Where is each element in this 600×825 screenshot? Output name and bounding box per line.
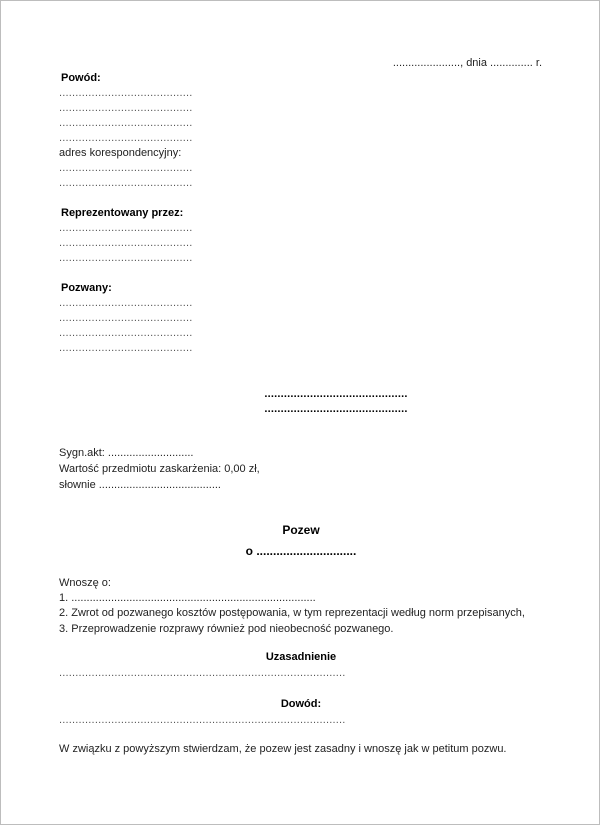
petition-item: 3. Przeprowadzenie rozprawy również pod nieobecność pozwanego. [59,622,394,635]
justification-heading: Uzasadnienie [265,651,337,663]
parties-section [59,71,193,356]
closing-statement: W związku z powyższym stwierdzam, że pozew jest zasadny i wnoszę jak w petitum pozwu. [59,743,507,755]
document-subject-line: o .............................. [245,544,357,558]
plaintiff-label: Powód: [61,72,101,84]
defendant-fill-line: ......................................... [59,342,193,354]
evidence-heading: Dowód: [280,698,322,710]
representative-label: Reprezentowany przez: [61,207,184,219]
correspondence-address-label: adres korespondencyjny: [59,147,182,159]
representative-fill-line: ......................................... [59,237,193,249]
signature-fill-line: ............................................ [264,403,408,415]
defendant-fill-line: ......................................... [59,297,193,309]
plaintiff-fill-line: ......................................... [59,132,193,144]
title-section [1,520,600,562]
petition-item: 1. ................................................................................ [59,592,316,605]
claim-value-in-words-line: słownie ........................................ [59,479,221,491]
signature-fill-line: ............................................ [264,388,408,400]
defendant-fill-line: ......................................... [59,327,193,339]
address-fill-line: ......................................... [59,162,193,174]
plaintiff-fill-line: ......................................... [59,102,193,114]
case-info-section [59,445,260,493]
justification-fill-line: ........................................................................................ [59,667,346,679]
case-number-line: Sygn.akt: ............................ [59,447,194,459]
petition-section [59,576,599,637]
signature-section [71,387,600,417]
evidence-fill-line: ........................................................................................ [59,714,346,726]
defendant-label: Pozwany: [61,282,112,294]
representative-fill-line: ......................................... [59,252,193,264]
claim-value-line: Wartość przedmiotu zaskarżenia: 0,00 zł, [59,463,260,475]
petition-item: 2. Zwrot od pozwanego kosztów postępowania, w tym reprezentacji według norm przepisanych, [59,607,525,620]
plaintiff-fill-line: ......................................... [59,87,193,99]
address-fill-line: ......................................... [59,177,193,189]
defendant-fill-line: ......................................... [59,312,193,324]
petition-intro: Wnoszę o: [59,577,111,589]
document-title: Pozew [282,523,320,537]
representative-fill-line: ......................................... [59,222,193,234]
plaintiff-fill-line: ......................................... [59,117,193,129]
date-place-line: ......................, dnia .............. r. [392,57,542,69]
